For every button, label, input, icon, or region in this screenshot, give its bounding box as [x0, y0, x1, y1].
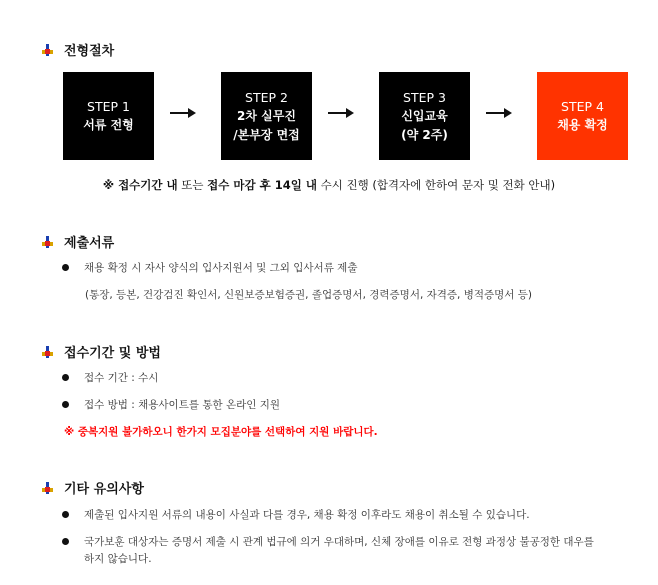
list-item-text: 접수 방법 : 채용사이트를 통한 온라인 지원 — [84, 399, 280, 411]
list-item-text: 제출된 입사지원 서류의 내용이 사실과 다를 경우, 채용 확정 이후라도 채용이 취소될 수 있습니다. — [84, 509, 530, 521]
step-desc: 2차 실무진 — [237, 108, 296, 123]
step-desc: 신입교육 — [401, 108, 448, 123]
section-application-header — [42, 342, 161, 361]
section-title: 전형절차 — [64, 44, 115, 59]
bullet-icon — [62, 264, 69, 271]
procedure-note — [0, 177, 658, 193]
step-label: STEP 1 — [87, 99, 130, 114]
arrow-right-icon — [486, 106, 512, 120]
step-desc: /본부장 면접 — [233, 127, 300, 142]
step-desc: (약 2주) — [401, 127, 448, 142]
note-mark: ※ — [102, 178, 119, 192]
documents-sub-list: (통장, 등본, 건강검진 확인서, 신원보증보험증권, 졸업증명서, 경력증명서, 자격증, 병적증명서 등) — [85, 289, 533, 301]
step-desc: 서류 전형 — [83, 118, 134, 132]
list-item — [62, 506, 530, 524]
arrow-right-icon — [170, 106, 196, 120]
cross-marker-icon — [42, 346, 52, 358]
step-label: STEP 3 — [403, 89, 446, 105]
list-item — [62, 533, 594, 551]
cross-marker-icon — [42, 236, 52, 248]
note-part3: 접수 마감 후 14일 내 — [207, 178, 317, 192]
note-part4: 수시 진행 (합격자에 한하여 문자 및 전화 안내) — [316, 178, 556, 192]
note-part2: 또는 — [177, 178, 208, 192]
step-label: STEP 4 — [561, 99, 604, 114]
section-title: 기타 유의사항 — [64, 482, 144, 497]
bullet-icon — [62, 401, 69, 408]
section-procedure-header — [42, 40, 114, 59]
bullet-icon — [62, 538, 69, 545]
section-documents-header — [42, 232, 114, 251]
bullet-icon — [62, 374, 69, 381]
list-item — [62, 259, 357, 277]
duplicate-application-warning: ※ 중복지원 불가하오니 한가지 모집분야를 선택하여 지원 바랍니다. — [64, 426, 378, 438]
cross-marker-icon — [42, 482, 52, 494]
section-notes-header — [42, 478, 144, 497]
step-4-box — [537, 72, 628, 160]
arrow-right-icon — [328, 106, 354, 120]
list-item — [62, 369, 158, 387]
list-item-text: 국가보훈 대상자는 증명서 제출 시 관계 법규에 의거 우대하며, 신체 장애를 이유로 전형 과정상 불공정한 대우를 — [84, 536, 594, 548]
step-3-box — [379, 72, 470, 160]
bullet-icon — [62, 511, 69, 518]
step-2-box — [221, 72, 312, 160]
section-title: 접수기간 및 방법 — [64, 346, 161, 361]
step-desc: 채용 확정 — [557, 118, 608, 132]
list-item — [62, 396, 280, 414]
list-item-text: 접수 기간 : 수시 — [84, 372, 159, 384]
note-part1: 접수기간 내 — [118, 178, 178, 192]
section-title: 제출서류 — [64, 236, 115, 251]
step-1-box — [63, 72, 154, 160]
step-label: STEP 2 — [245, 89, 288, 105]
cross-marker-icon — [42, 44, 52, 56]
list-item-text: 채용 확정 시 자사 양식의 입사지원서 및 그외 입사서류 제출 — [84, 262, 358, 274]
list-item-continuation: 하지 않습니다. — [84, 553, 152, 565]
